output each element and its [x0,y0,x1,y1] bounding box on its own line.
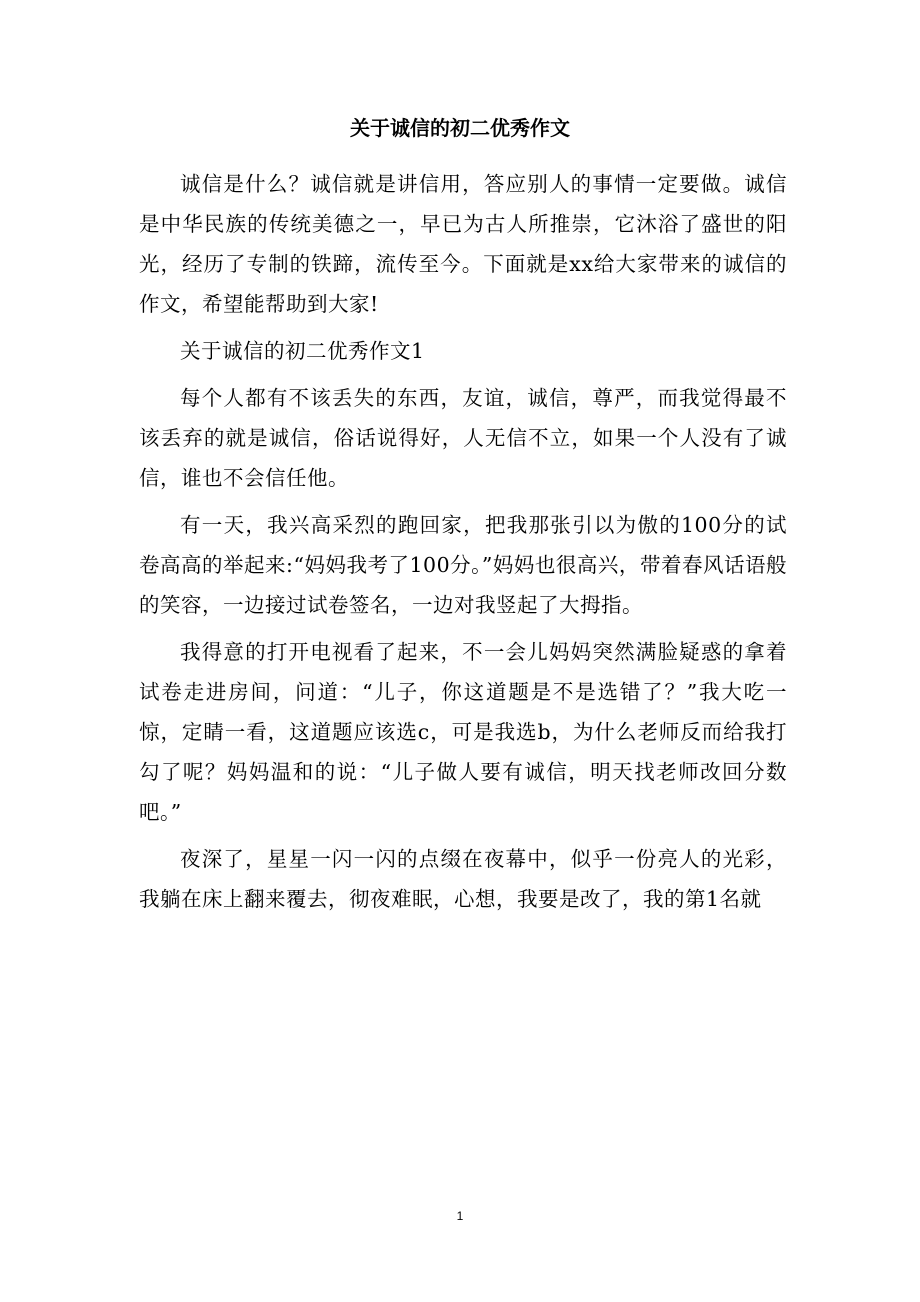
paragraph-2: 有一天，我兴高采烈的跑回家，把我那张引以为傲的100分的试卷高高的举起来:“妈妈我考了100分。”妈妈也很高兴，带着春风话语般的笑容，一边接过试卷签名，一边对我竖起了大拇指。 [139,513,787,617]
page-number: 1 [456,1209,464,1223]
paragraph-1: 每个人都有不该丢失的东西，友谊，诚信，尊严，而我觉得最不该丢弃的就是诚信，俗话说得好，人无信不立，如果一个人没有了诚信，谁也不会信任他。 [139,386,787,490]
section-heading-1: 关于诚信的初二优秀作文1 [180,339,425,363]
document-title: 关于诚信的初二优秀作文 [350,116,570,140]
paragraph-3: 我得意的打开电视看了起来，不一会儿妈妈突然满脸疑惑的拿着试卷走进房间，问道：“儿子，你这道题是不是选错了？”我大吃一惊，定睛一看，这道题应该选c，可是我选b，为什么老师反而给我打勾了呢？妈妈温和的说：“儿子做人要有诚信，明天找老师改回分数吧。” [139,640,787,824]
paragraph-4: 夜深了，星星一闪一闪的点缀在夜幕中，似乎一份亮人的光彩，我躺在床上翻来覆去，彻夜难眠，心想，我要是改了，我的第1名就 [139,847,787,911]
paragraph-intro: 诚信是什么？诚信就是讲信用，答应别人的事情一定要做。诚信是中华民族的传统美德之一，早已为古人所推崇，它沐浴了盛世的阳光，经历了专制的铁蹄，流传至今。下面就是xx给大家带来的诚信的作文，希望能帮助到大家! [139,172,787,316]
document-body [139,164,787,926]
